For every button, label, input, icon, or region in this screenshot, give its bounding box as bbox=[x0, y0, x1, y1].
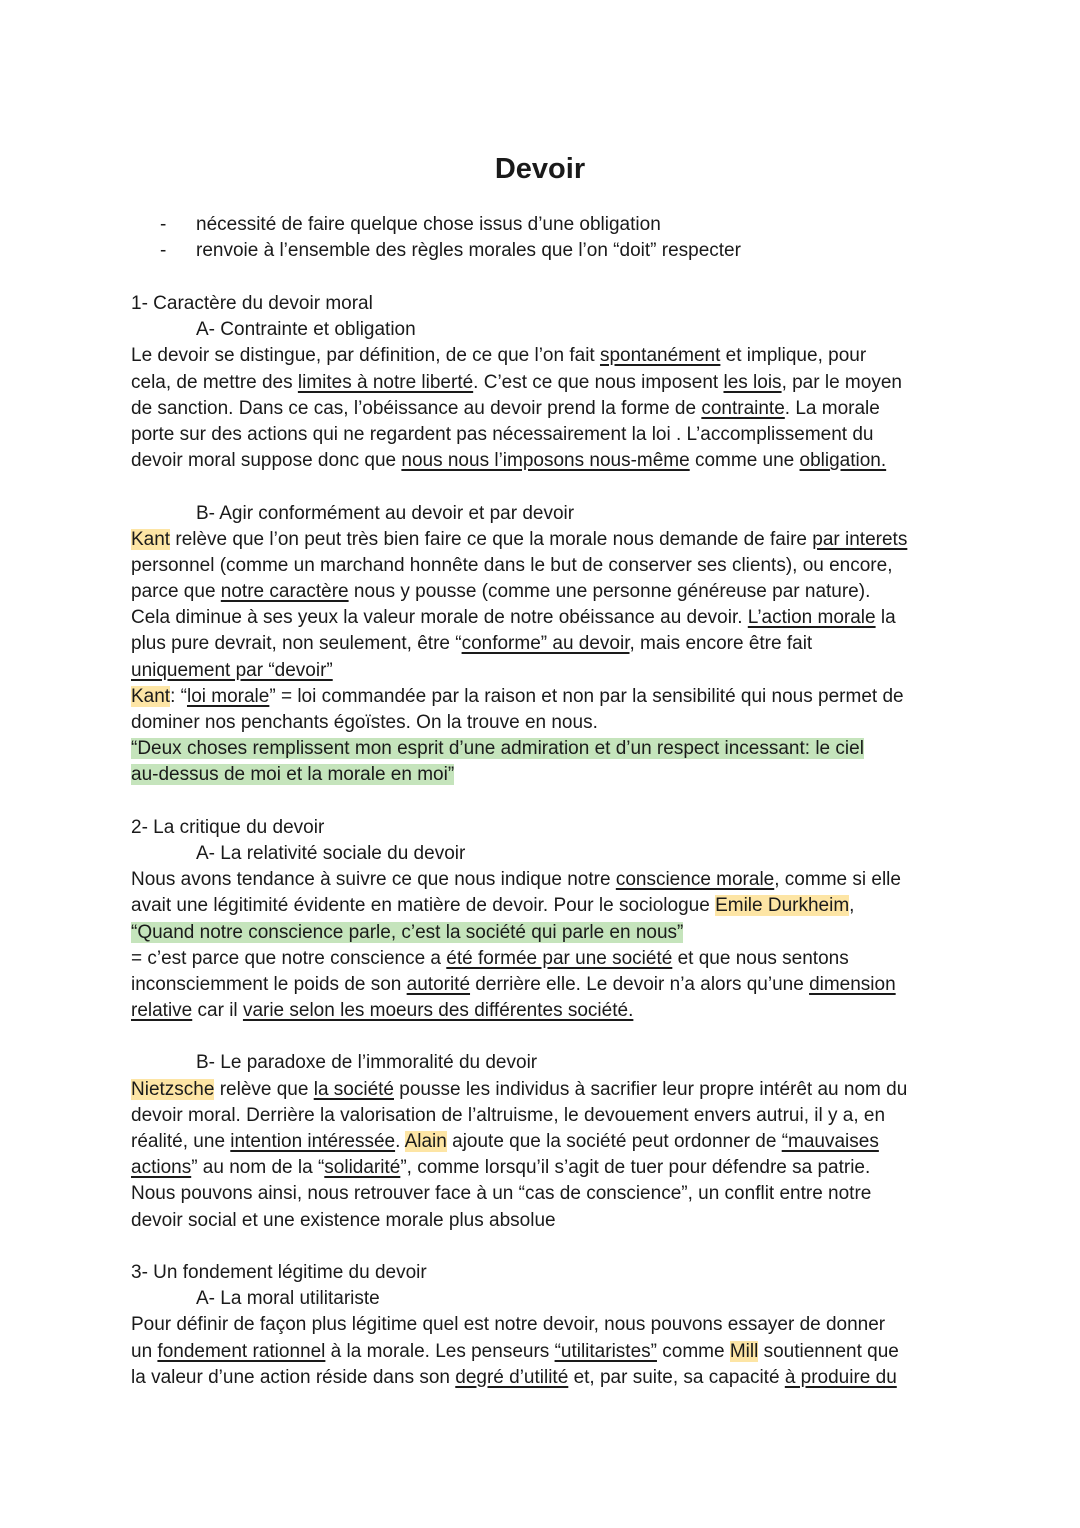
section-1-heading: 1- Caractère du devoir moral bbox=[131, 293, 373, 314]
paragraph-line: Nietzsche relève que la société pousse les individus à sacrifier leur propre intérêt au nom du bbox=[131, 1078, 908, 1100]
paragraph-line: uniquement par “devoir” bbox=[131, 659, 333, 681]
paragraph-line: Kant: “loi morale” = loi commandée par la raison et non par la sensibilité qui nous permet de bbox=[131, 685, 904, 707]
highlight-name: Kant bbox=[131, 685, 171, 707]
spacer bbox=[131, 474, 961, 500]
paragraph-line: porte sur des actions qui ne regardent pas nécessairement la loi . L’accomplissement du bbox=[131, 423, 874, 445]
section-2b-subheading: B- Le paradoxe de l’immoralité du devoir bbox=[196, 1052, 538, 1074]
list-item: - nécessité de faire quelque chose issus d’une obligation bbox=[160, 212, 741, 238]
section-2a-subheading: A- La relativité sociale du devoir bbox=[196, 842, 466, 864]
paragraph-line: devoir social et une existence morale plus absolue bbox=[131, 1209, 556, 1231]
highlight-name: Emile Durkheim bbox=[715, 895, 850, 917]
paragraph-line: Cela diminue à ses yeux la valeur morale de notre obéissance au devoir. L’action morale la bbox=[131, 607, 896, 629]
quote-line bbox=[131, 920, 961, 946]
paragraph-line: = c’est parce que notre conscience a été formée par une société et que nous sentons bbox=[131, 947, 849, 969]
dash-bullet-icon: - bbox=[160, 214, 167, 235]
section-3-heading: 3- Un fondement légitime du devoir bbox=[131, 1261, 427, 1283]
paragraph-line: la valeur d’une action réside dans son degré d’utilité et, par suite, sa capacité à produire du bbox=[131, 1366, 897, 1388]
paragraph-line: actions” au nom de la “solidarité”, comme lorsqu’il s’agit de tuer pour défendre sa patrie. bbox=[131, 1157, 871, 1179]
section-1a-subheading: A- Contrainte et obligation bbox=[196, 319, 416, 341]
spacer bbox=[131, 789, 961, 815]
paragraph-line: dominer nos penchants égoïstes. On la trouve en nous. bbox=[131, 712, 598, 733]
quote-line bbox=[131, 736, 961, 762]
paragraph-line: Nous pouvons ainsi, nous retrouver face à un “cas de conscience”, un conflit entre notre bbox=[131, 1183, 872, 1205]
paragraph-line: Kant relève que l’on peut très bien faire ce que la morale nous demande de faire par interets bbox=[131, 528, 908, 550]
highlight-quote: “Deux choses remplissent mon esprit d’une admiration et d’un respect incessant: le ciel bbox=[131, 738, 864, 760]
list-item: - renvoie à l’ensemble des règles morales que l’on “doit” respecter bbox=[160, 238, 741, 264]
highlight-name: Kant bbox=[131, 528, 171, 550]
highlight-quote: “Quand notre conscience parle, c’est la société qui parle en nous” bbox=[131, 921, 684, 943]
section-1b-subheading: B- Agir conformément au devoir et par devoir bbox=[196, 502, 575, 524]
paragraph-line: parce que notre caractère nous y pousse (comme une personne généreuse par nature). bbox=[131, 581, 871, 603]
paragraph-line: réalité, une intention intéressée. Alain ajoute que la société peut ordonner de “mauvaises bbox=[131, 1131, 879, 1152]
paragraph-line: personnel (comme un marchand honnête dans le but de conserver ses clients), ou encore, bbox=[131, 554, 893, 576]
spacer bbox=[131, 1024, 961, 1050]
paragraph-line: cela, de mettre des limites à notre liberté. C’est ce que nous imposent les lois, par le moyen bbox=[131, 371, 902, 393]
document-body bbox=[131, 291, 961, 1391]
dash-bullet-icon: - bbox=[160, 240, 167, 262]
highlight-name: Nietzsche bbox=[131, 1078, 215, 1100]
paragraph-line: Pour définir de façon plus légitime quel est notre devoir, nous pouvons essayer de donner bbox=[131, 1314, 886, 1336]
paragraph-line: avait une légitimité évidente en matière de devoir. Pour le sociologue Emile Durkheim, bbox=[131, 895, 855, 917]
paragraph-line: de sanction. Dans ce cas, l’obéissance au devoir prend la forme de contrainte. La morale bbox=[131, 397, 880, 419]
paragraph-line: un fondement rationnel à la morale. Les penseurs “utilitaristes” comme Mill soutiennent que bbox=[131, 1340, 899, 1362]
paragraph-line: devoir moral suppose donc que nous nous l’imposons nous-même comme une obligation. bbox=[131, 450, 887, 472]
paragraph-line: Le devoir se distingue, par définition, de ce que l’on fait spontanément et implique, pour bbox=[131, 345, 867, 367]
paragraph-line: plus pure devrait, non seulement, être “conforme” au devoir, mais encore être fait bbox=[131, 633, 813, 655]
page-title: Devoir bbox=[494, 153, 586, 186]
paragraph-line: inconsciemment le poids de son autorité derrière elle. Le devoir n’a alors qu’une dimension bbox=[131, 973, 896, 995]
spacer bbox=[131, 1234, 961, 1260]
section-2-heading: 2- La critique du devoir bbox=[131, 816, 325, 838]
highlight-quote: au-dessus de moi et la morale en moi” bbox=[131, 764, 455, 786]
paragraph-line: Nous avons tendance à suivre ce que nous indique notre conscience morale, comme si elle bbox=[131, 869, 901, 891]
section-3a-subheading: A- La moral utilitariste bbox=[196, 1288, 380, 1310]
paragraph-line: relative car il varie selon les moeurs des différentes société. bbox=[131, 1000, 634, 1022]
highlight-name: Mill bbox=[729, 1340, 759, 1362]
paragraph-line: devoir moral. Derrière la valorisation de l’altruisme, le devouement envers autrui, il y a, en bbox=[131, 1104, 886, 1126]
highlight-name: Alain bbox=[404, 1131, 447, 1152]
quote-line bbox=[131, 762, 961, 788]
definition-list bbox=[160, 212, 741, 264]
